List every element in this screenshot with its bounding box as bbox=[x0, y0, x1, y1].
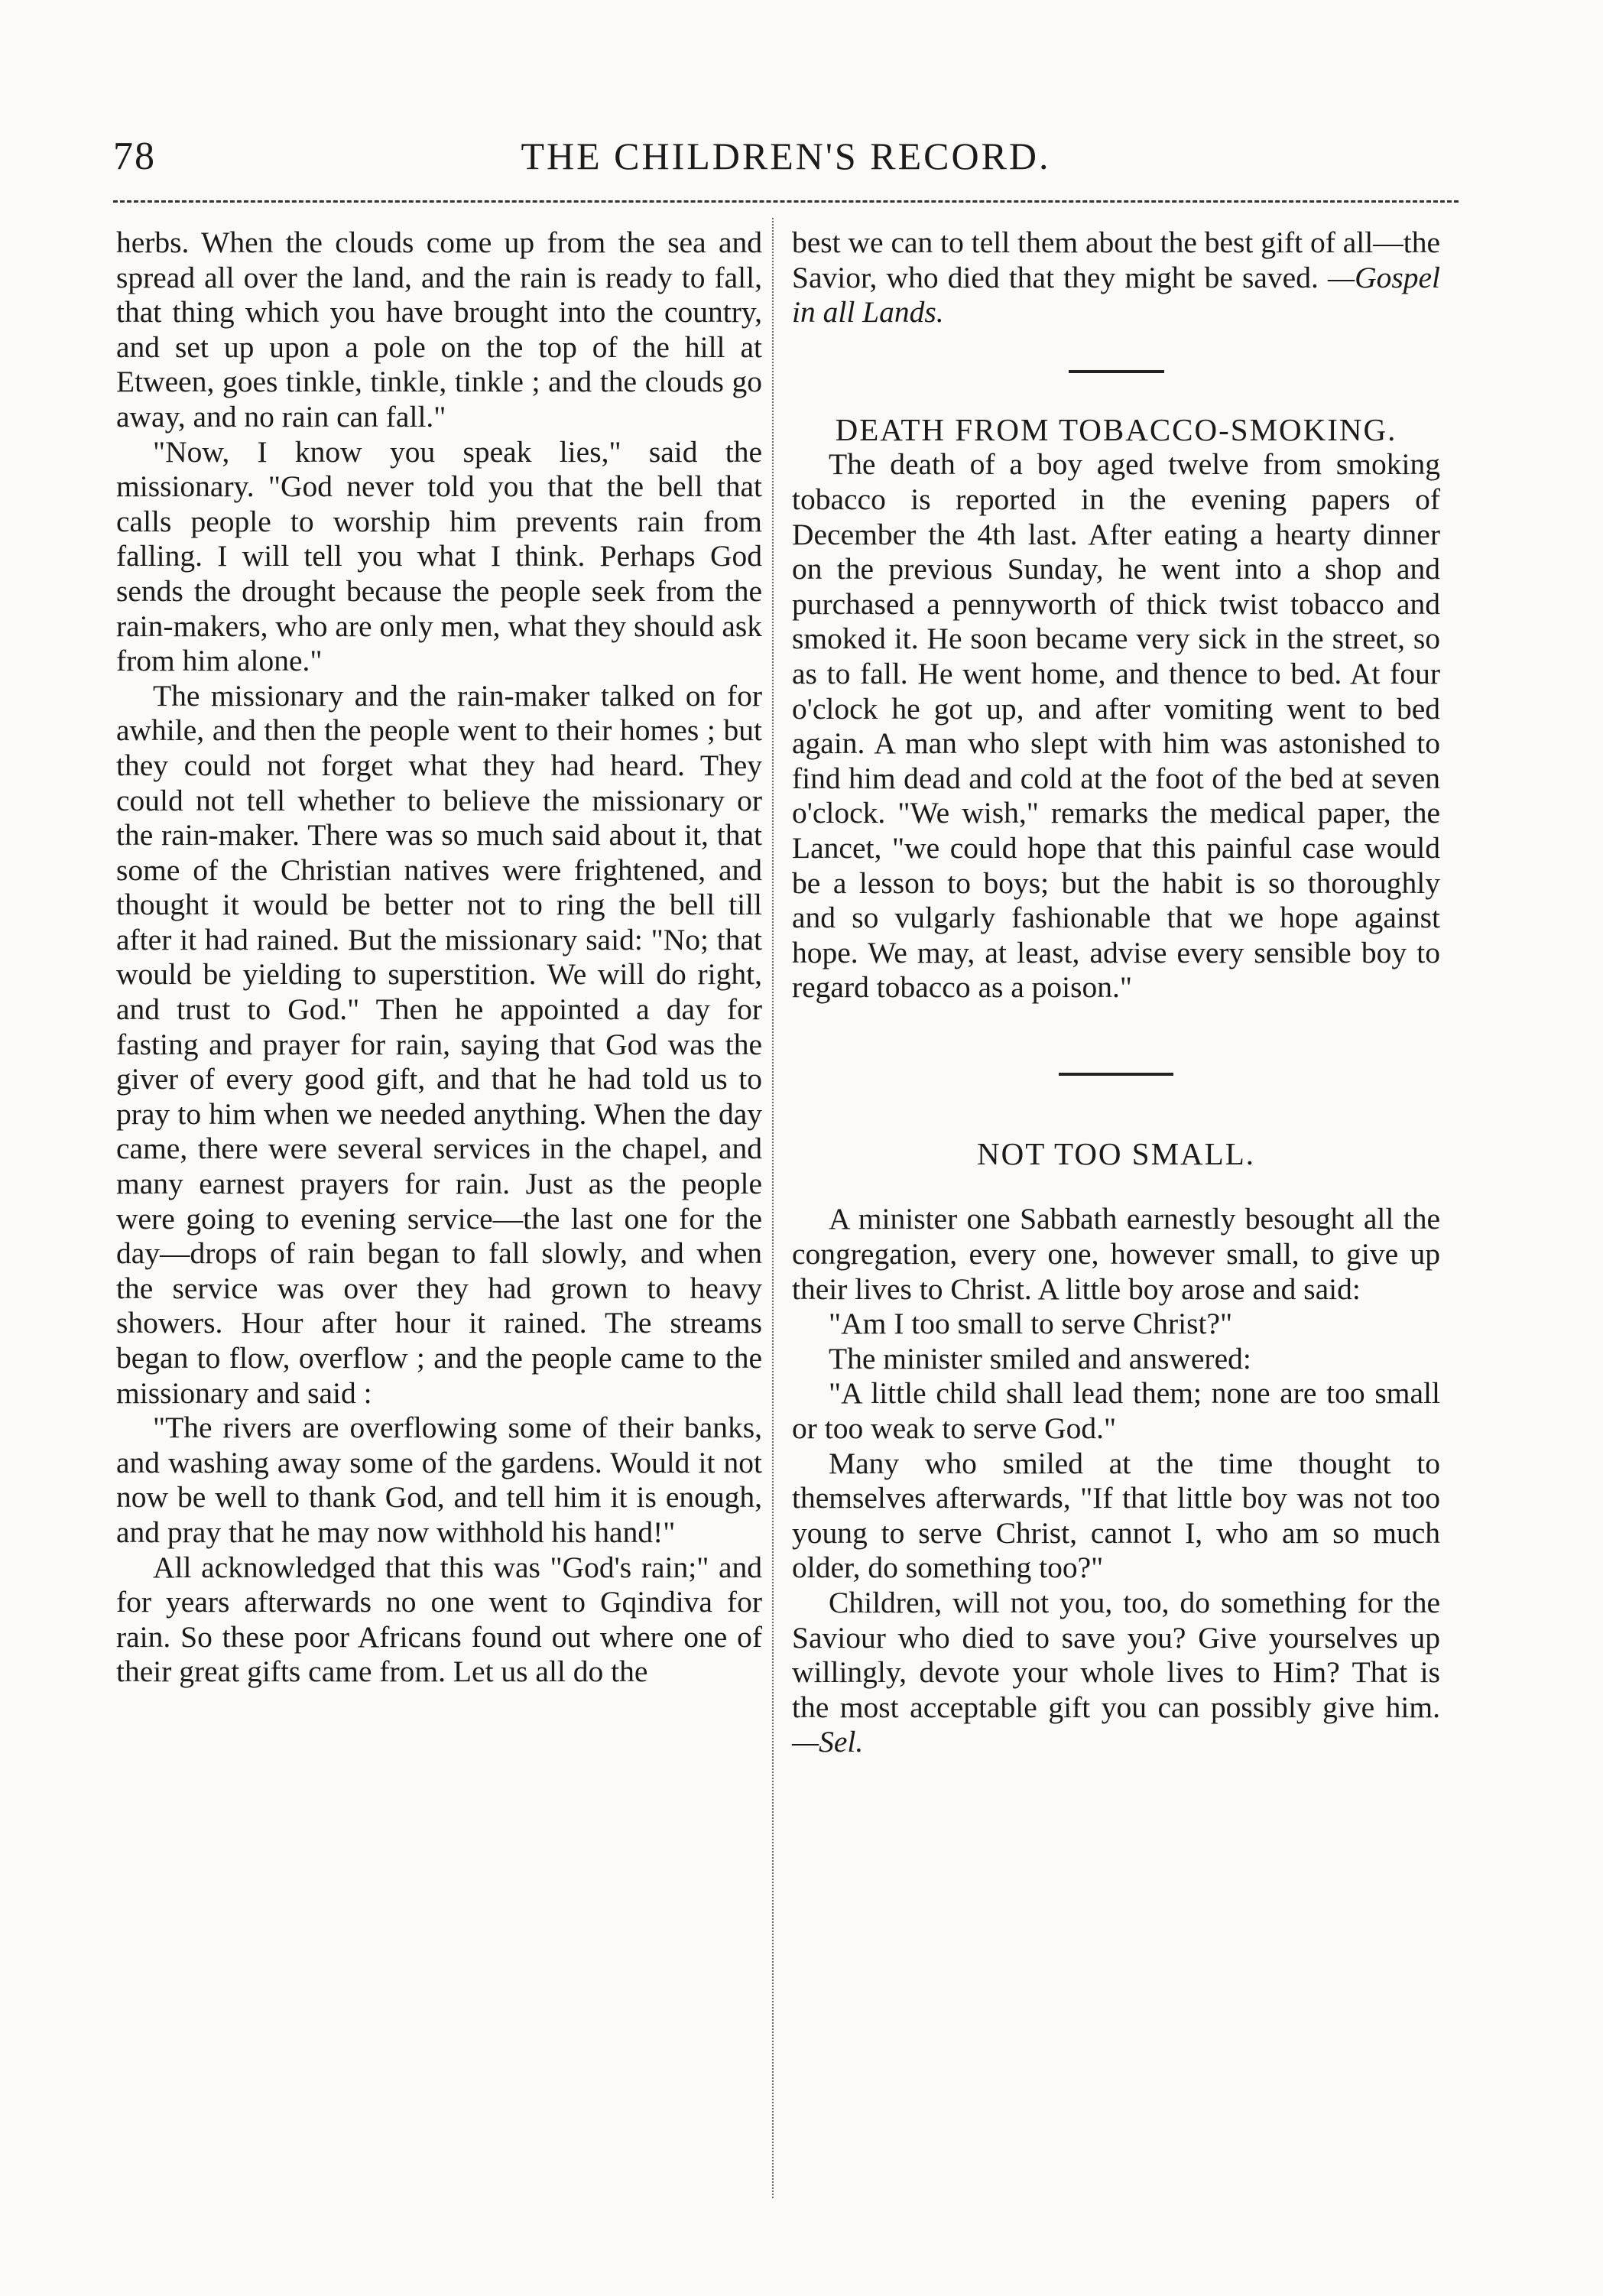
running-title: THE CHILDREN'S RECORD. bbox=[521, 135, 1051, 177]
column-divider bbox=[772, 218, 774, 2198]
page-header bbox=[113, 134, 1459, 187]
paragraph: herbs. When the clouds come up from the sea and spread all over the land, and the rain is ready to fall, that thing which you have brought into the country, and set up upon a pole on the top of the hill at Etween, goes tinkle, tinkle, tinkle ; and the clouds go away, and no rain can fall." bbox=[116, 226, 762, 434]
article-heading: NOT TOO SMALL. bbox=[976, 1135, 1255, 1171]
section-separator bbox=[1059, 1073, 1173, 1076]
paragraph: All acknowledged that this was "God's rain;" and for years afterwards no one went to Gqindiva for rain. So these poor Africans found out where one of their great gifts came from. Let us all do the bbox=[116, 1550, 762, 1689]
header-rule bbox=[113, 200, 1459, 203]
section-separator bbox=[1069, 370, 1164, 373]
right-column bbox=[792, 226, 1440, 1760]
paragraph bbox=[792, 1586, 1440, 1760]
continuation-paragraph bbox=[792, 226, 1440, 330]
continuation-text: best we can to tell them about the best gift of all—the Savior, who died that they might be saved. bbox=[792, 226, 1440, 294]
paragraph-text: Children, will not you, too, do something for the Saviour who died to save you? Give yourselves up willingly, devote your whole lives to Him? That is the most acceptable gift you can possibly give him. bbox=[792, 1586, 1440, 1724]
paragraph: "The rivers are overflowing some of their banks, and washing away some of the gardens. Would it not now be well to thank God, and tell him it is enough, and pray that he may now withhold his hand!" bbox=[116, 1411, 762, 1549]
paragraph: The minister smiled and answered: bbox=[829, 1341, 1251, 1375]
paragraph: A minister one Sabbath earnestly besought all the congregation, every one, however small, to give up their lives to Christ. A little boy arose and said: bbox=[792, 1202, 1440, 1306]
paragraph: "A little child shall lead them; none are too small or too weak to serve God." bbox=[792, 1376, 1440, 1446]
left-column bbox=[116, 226, 762, 1690]
paragraph: "Am I too small to serve Christ?" bbox=[829, 1307, 1233, 1341]
source-credit: —Sel. bbox=[792, 1725, 864, 1759]
paragraph: The missionary and the rain-maker talked on for awhile, and then the people went to their homes ; but they could not forget what they had heard. They could not tell whether to believe the missionary or the rain-maker. There was so much said about it, that some of the Christian natives were frightened, and thought it would be better not to ring the bell till after it had rained. But the missionary said: "No; that would be yielding to superstition. We will do right, and trust to God." Then he appointed a day for fasting and prayer for rain, saying that God was the giver of every good gift, and that he had told us to pray to him when we needed anything. When the day came, there were several services in the chapel, and many earnest prayers for rain. Just as the people were going to evening service—the last one for the day—drops of rain began to fall slowly, and when the service was over they had grown to heavy showers. Hour after hour it rained. The streams began to flow, overflow ; and the people came to the missionary and said : bbox=[116, 678, 762, 1410]
article-body: The death of a boy aged twelve from smoking tobacco is reported in the evening papers of December the 4th last. After eating a hearty dinner on the previous Sunday, he went into a shop and purchased a pennyworth of thick twist tobacco and smoked it. He soon became very sick in the street, so as to fall. He went home, and thence to bed. At four o'clock he got up, and after vomiting went to bed again. A man who slept with him was astonished to find him dead and cold at the foot of the bed at seven o'clock. "We wish," remarks the medical paper, the Lancet, "we could hope that this painful case would be a lesson to boys; but the habit is so thoroughly and so vulgarly fashionable that we hope against hope. We may, at least, advise every sensible boy to regard tobacco as a poison." bbox=[792, 447, 1440, 1005]
source-credit: —Gospel in all Lands. bbox=[792, 260, 1440, 330]
page-number: 78 bbox=[113, 135, 156, 178]
article-heading: DEATH FROM TOBACCO-SMOKING. bbox=[835, 411, 1397, 447]
paragraph: Many who smiled at the time thought to themselves afterwards, "If that little boy was not too young to serve Christ, cannot I, who am so much older, do something too?" bbox=[792, 1446, 1440, 1585]
paragraph: "Now, I know you speak lies," said the missionary. "God never told you that the bell that calls people to worship him prevents rain from falling. I will tell you what I think. Perhaps God sends the drought because the people seek from the rain-makers, who are only men, what they should ask from him alone." bbox=[116, 434, 762, 678]
